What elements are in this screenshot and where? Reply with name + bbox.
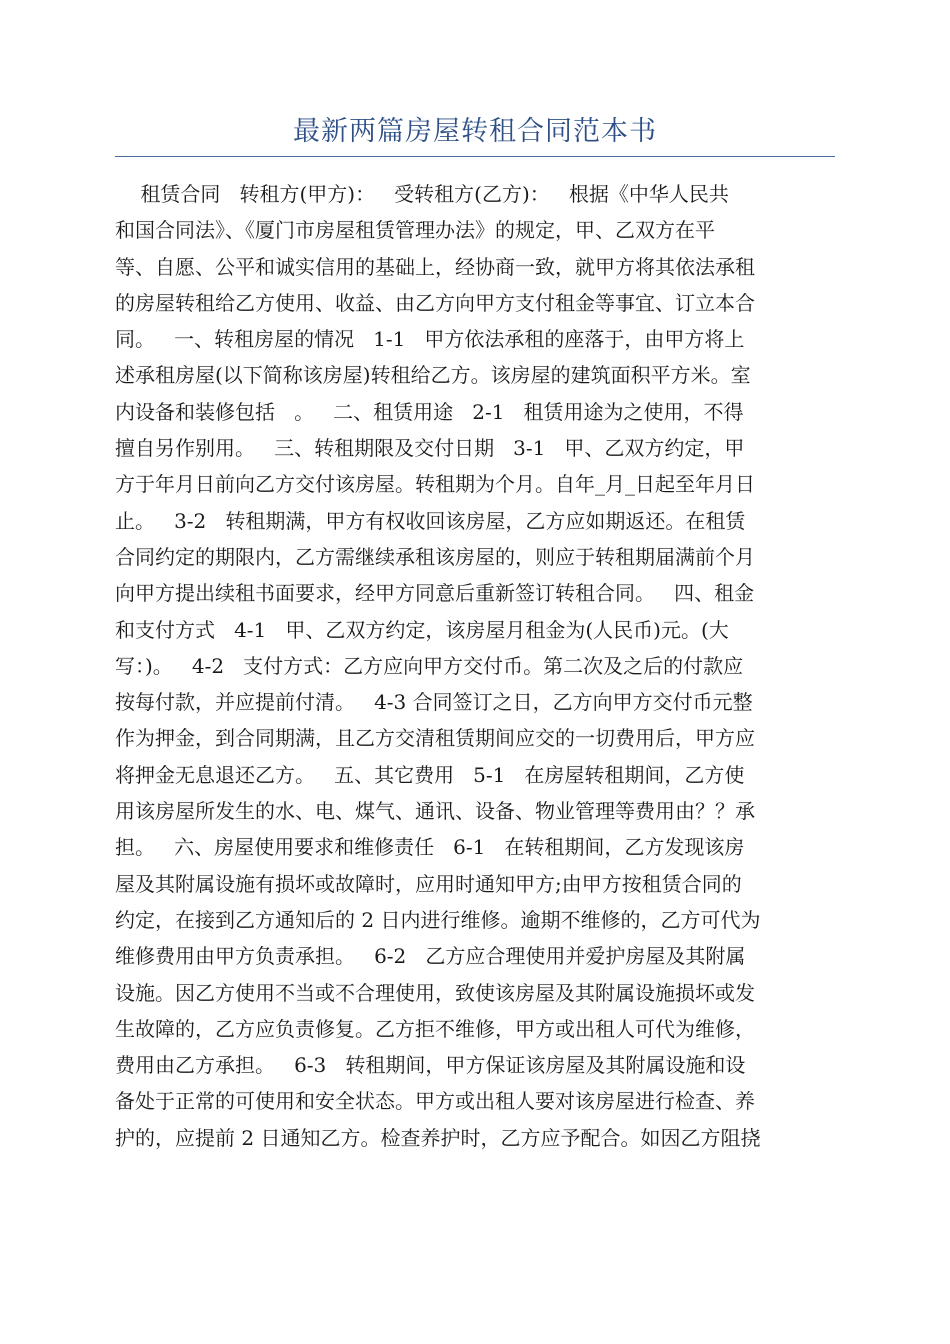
body-line: 和支付方式 4-1 甲、乙双方约定，该房屋月租金为(人民币)元。(大 bbox=[115, 617, 729, 642]
body-line: 将押金无息退还乙方。 五、其它费用 5-1 在房屋转租期间，乙方使 bbox=[115, 762, 745, 787]
body-line: 按每付款，并应提前付清。 4-3 合同签订之日，乙方向甲方交付币元整 bbox=[115, 690, 753, 715]
body-line: 擅自另作别用。 三、转租期限及交付日期 3-1 甲、乙双方约定，甲 bbox=[115, 436, 745, 461]
body-line: 约定，在接到乙方通知后的 2 日内进行维修。逾期不维修的，乙方可代为 bbox=[115, 907, 761, 932]
body-line: 和国合同法》、《厦门市房屋租赁管理办法》的规定，甲、乙双方在平 bbox=[115, 218, 715, 243]
body-line: 费用由乙方承担。 6-3 转租期间，甲方保证该房屋及其附属设施和设 bbox=[115, 1053, 746, 1078]
document-title: 最新两篇房屋转租合同范本书 bbox=[293, 116, 657, 147]
body-line: 止。 3-2 转租期满，甲方有权收回该房屋，乙方应如期返还。在租赁 bbox=[115, 508, 746, 533]
body-line: 维修费用由甲方负责承担。 6-2 乙方应合理使用并爱护房屋及其附属 bbox=[115, 944, 746, 969]
body-line: 述承租房屋(以下简称该房屋)转租给乙方。该房屋的建筑面积平方米。室 bbox=[115, 363, 751, 388]
body-line: 方于年月日前向乙方交付该房屋。转租期为个月。自年_月_日起至年月日 bbox=[115, 472, 755, 497]
title-block bbox=[115, 112, 835, 157]
body-line: 担。 六、房屋使用要求和维修责任 6-1 在转租期间，乙方发现该房 bbox=[115, 835, 745, 860]
body-line: 备处于正常的可使用和安全状态。甲方或出租人要对该房屋进行检查、养 bbox=[115, 1089, 755, 1114]
body-line: 合同约定的期限内，乙方需继续承租该房屋的，则应于转租期届满前个月 bbox=[115, 544, 755, 569]
body-line: 写：)。 4-2 支付方式：乙方应向甲方交付币。第二次及之后的付款应 bbox=[115, 653, 744, 678]
body-line: 租赁合同 转租方(甲方)： 受转租方(乙方)： 根据《中华人民共 bbox=[115, 182, 729, 206]
body-line: 护的，应提前 2 日通知乙方。检查养护时，乙方应予配合。如因乙方阻挠 bbox=[115, 1125, 761, 1150]
body-line: 的房屋转租给乙方使用、收益、由乙方向甲方支付租金等事宜、订立本合 bbox=[115, 290, 755, 315]
body-line: 内设备和装修包括 。 二、租赁用途 2-1 租赁用途为之使用，不得 bbox=[115, 399, 744, 424]
body-line: 屋及其附属设施有损坏或故障时，应用时通知甲方;由甲方按租赁合同的 bbox=[115, 871, 742, 896]
body-line: 用该房屋所发生的水、电、煤气、通讯、设备、物业管理等费用由？？承 bbox=[115, 799, 755, 824]
body-line: 等、自愿、公平和诚实信用的基础上，经协商一致，就甲方将其依法承租 bbox=[115, 254, 755, 279]
body-line: 向甲方提出续租书面要求，经甲方同意后重新签订转租合同。 四、租金 bbox=[115, 581, 755, 606]
body-line: 生故障的，乙方应负责修复。乙方拒不维修，甲方或出租人可代为维修， bbox=[115, 1016, 755, 1041]
body-line: 设施。因乙方使用不当或不合理使用，致使该房屋及其附属设施损坏或发 bbox=[115, 980, 755, 1005]
contract-body bbox=[115, 176, 835, 1156]
body-line: 作为押金，到合同期满，且乙方交清租赁期间应交的一切费用后，甲方应 bbox=[115, 726, 755, 751]
body-line: 同。 一、转租房屋的情况 1-1 甲方依法承租的座落于，由甲方将上 bbox=[115, 327, 745, 352]
